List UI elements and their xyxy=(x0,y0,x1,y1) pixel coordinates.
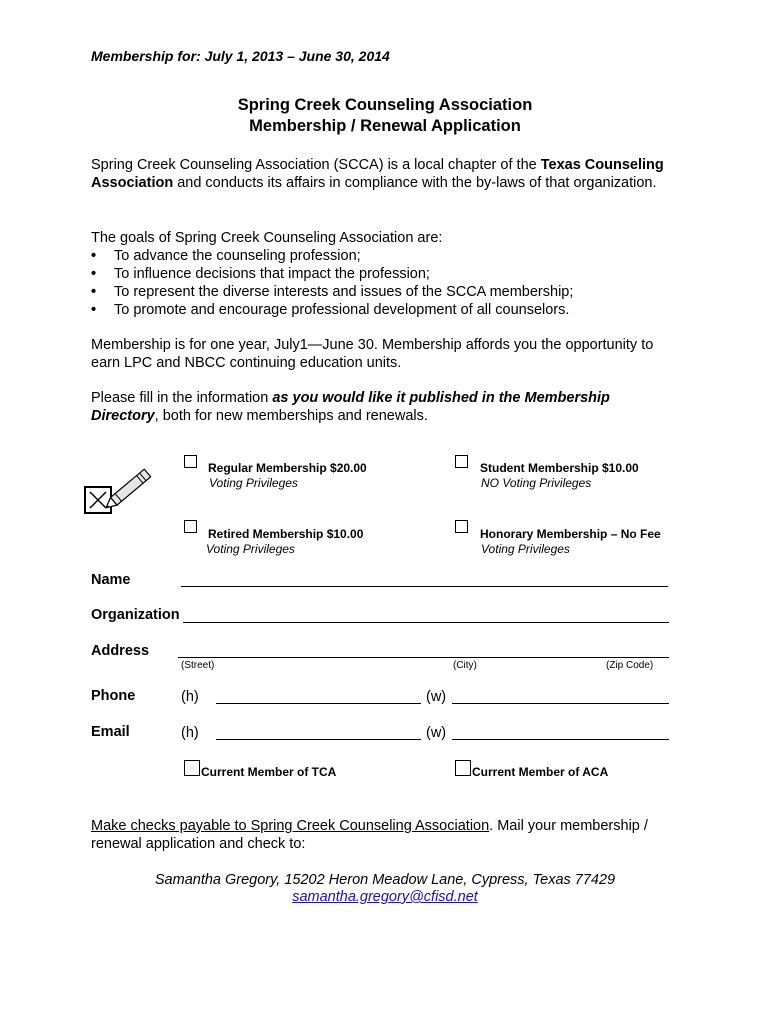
option-honorary[interactable] xyxy=(455,520,468,538)
goals-heading: The goals of Spring Creek Counseling Association are: xyxy=(91,230,443,246)
intro-paragraph xyxy=(91,156,691,192)
goal-item: • To influence decisions that impact the profession; xyxy=(91,265,691,283)
option-regular-subtitle: Voting Privileges xyxy=(209,476,298,490)
regular-checkbox[interactable] xyxy=(184,455,197,468)
option-retired-subtitle: Voting Privileges xyxy=(206,542,295,556)
organization-label: Organization xyxy=(91,607,180,623)
fill-in-instructions xyxy=(91,389,681,425)
aca-member-label: Current Member of ACA xyxy=(472,765,609,779)
title-line-2: Membership / Renewal Application xyxy=(249,117,521,135)
title-line-1: Spring Creek Counseling Association xyxy=(237,96,533,114)
name-field[interactable] xyxy=(181,586,668,587)
honorary-checkbox[interactable] xyxy=(455,520,468,533)
option-retired[interactable] xyxy=(184,520,197,538)
option-regular[interactable] xyxy=(184,455,197,473)
aca-checkbox[interactable] xyxy=(455,760,471,776)
option-student-subtitle: NO Voting Privileges xyxy=(481,476,592,490)
intro-text-2: and conducts its affairs in compliance with the by-laws of that organization. xyxy=(173,175,657,191)
organization-field[interactable] xyxy=(183,622,669,623)
phone-home-prefix: (h) xyxy=(181,689,199,705)
mail-instructions: . Mail your membership / renewal application and check to: xyxy=(91,818,648,852)
retired-checkbox[interactable] xyxy=(184,520,197,533)
phone-work-field[interactable] xyxy=(452,703,669,704)
pencil-checkbox-icon xyxy=(82,466,162,518)
phone-work-prefix: (w) xyxy=(426,689,447,705)
membership-info: Membership is for one year, July1—June 30. Membership affords you the opportunity to earn LPC and NBCC continuing education units. xyxy=(91,337,654,371)
goal-item: • To represent the diverse interests and issues of the SCCA membership; xyxy=(91,283,691,301)
option-honorary-title: Honorary Membership – No Fee xyxy=(480,527,661,541)
option-retired-title: Retired Membership $10.00 xyxy=(208,527,364,541)
phone-label: Phone xyxy=(91,688,136,704)
contact-address: Samantha Gregory, 15202 Heron Meadow Lane, Cypress, Texas 77429 xyxy=(154,872,616,888)
option-student[interactable] xyxy=(455,455,468,473)
contact-email-wrap xyxy=(0,888,770,906)
street-caption: (Street) xyxy=(181,660,215,671)
email-work-field[interactable] xyxy=(452,739,669,740)
address-label: Address xyxy=(91,643,150,659)
name-label: Name xyxy=(91,572,131,588)
membership-period: Membership for: July 1, 2013 – June 30, 2014 xyxy=(91,48,390,64)
city-caption: (City) xyxy=(453,660,477,671)
zip-caption: (Zip Code) xyxy=(606,660,654,671)
goal-item: • To promote and encourage professional development of all counselors. xyxy=(91,301,691,319)
option-student-title: Student Membership $10.00 xyxy=(480,461,639,475)
option-honorary-subtitle: Voting Privileges xyxy=(481,542,570,556)
intro-text-1: Spring Creek Counseling Association (SCCA) is a local chapter of the xyxy=(91,157,541,173)
fill-in-emphasis: as you would like it published in the Membership Directory xyxy=(91,390,610,424)
option-regular-title: Regular Membership $20.00 xyxy=(208,461,367,475)
goal-item: • To advance the counseling profession; xyxy=(91,247,691,265)
contact-email-link[interactable]: samantha.gregory@cfisd.net xyxy=(292,889,478,905)
aca-member-option[interactable] xyxy=(455,760,471,781)
phone-home-field[interactable] xyxy=(216,703,421,704)
goals-section xyxy=(91,229,691,319)
email-home-field[interactable] xyxy=(216,739,421,740)
tca-member-label: Current Member of TCA xyxy=(201,765,337,779)
fill-in-text-1: Please fill in the information xyxy=(91,390,273,406)
payment-instructions xyxy=(91,817,691,853)
email-work-prefix: (w) xyxy=(426,725,447,741)
email-home-prefix: (h) xyxy=(181,725,199,741)
payable-to: Make checks payable to Spring Creek Counseling Association xyxy=(91,818,490,834)
tca-checkbox[interactable] xyxy=(184,760,200,776)
student-checkbox[interactable] xyxy=(455,455,468,468)
fill-in-text-2: , both for new memberships and renewals. xyxy=(154,408,428,424)
tca-member-option[interactable] xyxy=(184,760,200,781)
intro-tca-name: Texas Counseling Association xyxy=(91,157,664,191)
page-title xyxy=(0,95,770,137)
goals-list xyxy=(91,247,691,319)
address-field[interactable] xyxy=(178,657,669,658)
email-label: Email xyxy=(91,724,130,740)
